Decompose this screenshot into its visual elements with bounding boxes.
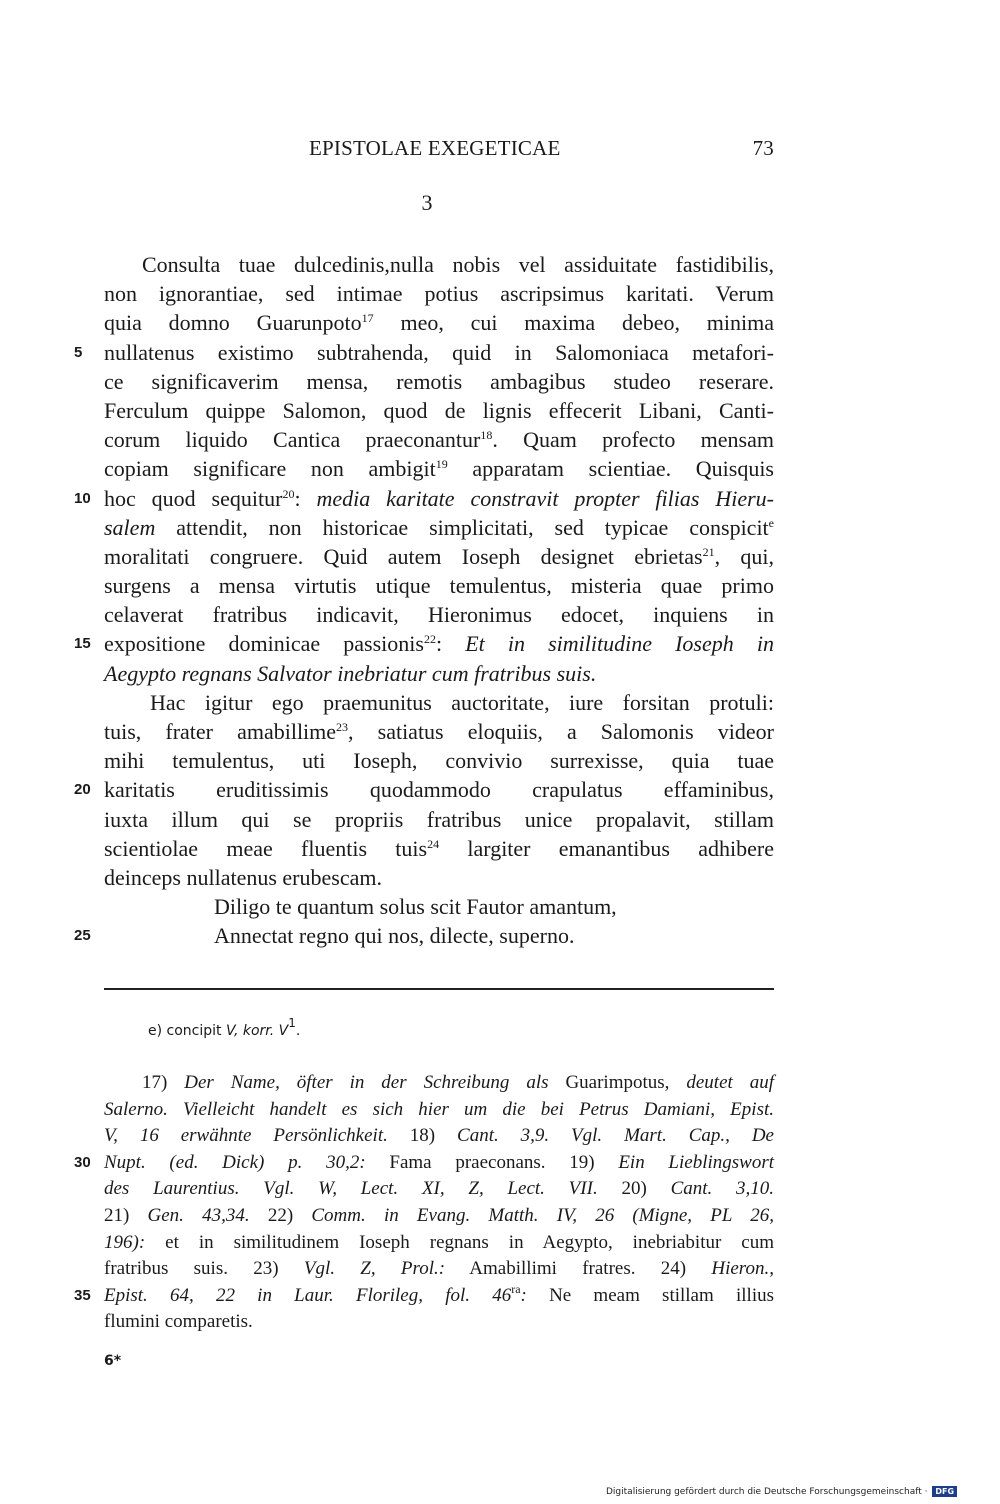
text-run: fratribus suis. 23)	[104, 1258, 304, 1280]
line-number: 5	[74, 343, 83, 361]
text-run: deinceps nullatenus erubescam.	[104, 864, 382, 890]
footnote-line	[104, 1070, 774, 1097]
footnote-marker: 23	[336, 720, 349, 734]
text-line	[104, 892, 774, 921]
text-run: 17)	[142, 1072, 185, 1093]
italic-text: :	[520, 1284, 527, 1306]
line-number: 15	[74, 635, 91, 653]
line-number: 35	[74, 1286, 91, 1304]
footnote-rule	[104, 988, 774, 990]
text-run: tuis, frater amabillime	[104, 719, 337, 744]
italic-text: Et in similitudine Ioseph in	[465, 631, 774, 657]
text-line	[74, 484, 774, 513]
page-number: 73	[752, 136, 774, 160]
text-run: 20)	[597, 1178, 671, 1200]
digitization-credit	[606, 1486, 996, 1500]
text-run: copiam significare non ambigit	[104, 456, 436, 482]
text-run: nullatenus existimo subtrahenda, quid in Salomoniaca metafori-	[104, 339, 774, 365]
text-line	[74, 629, 774, 658]
text-run: hoc quod sequitur	[104, 485, 283, 511]
text-line	[104, 600, 774, 629]
text-line	[104, 425, 774, 454]
text-line	[104, 279, 774, 308]
text-line	[104, 659, 774, 688]
line-number: 30	[74, 1153, 91, 1171]
line-number: 10	[74, 489, 91, 507]
text-run: . Quam profecto mensam	[492, 427, 774, 453]
text-run: iuxta illum qui se propriis fratribus unice propalavit, stillam	[104, 806, 774, 832]
text-run: , qui,	[714, 543, 774, 569]
line-number: 20	[74, 781, 91, 799]
line-number: 25	[74, 927, 91, 945]
text-line	[104, 454, 774, 483]
text-run: non ignorantiae, sed intimae potius ascripsimus karitati. Verum	[104, 281, 774, 307]
footnote-line	[104, 1123, 774, 1150]
text-run: Consulta tuae dulcedinis,nulla nobis vel assiduitate fastidibilis,	[142, 252, 774, 277]
text-run: Amabillimi fratres. 24)	[445, 1258, 712, 1280]
italic-text: Ein Lieblingswort	[618, 1151, 775, 1173]
italic-text: Comm. in Evang. Matth. IV, 26 (Migne, PL 26,	[311, 1204, 774, 1226]
text-line	[104, 367, 774, 396]
footnote-marker: e	[768, 515, 774, 530]
text-run: expositione dominicae passionis	[104, 631, 424, 657]
letter-number: 3	[421, 190, 433, 215]
text-line	[104, 250, 774, 279]
text-run: Hac igitur ego praemunitus auctoritate, iure forsitan protuli:	[150, 689, 774, 715]
text-run: Diligo te quantum solus scit Fautor amantum,	[214, 894, 617, 920]
text-run: Annectat regno qui nos, dilecte, superno.	[214, 923, 575, 949]
text-line	[104, 542, 774, 571]
text-run: surgens a mensa virtutis utique temulentus, misteria quae primo	[104, 573, 774, 599]
italic-text: Salerno. Vielleicht handelt es sich hier um die bei Petrus Damiani, Epist.	[104, 1098, 774, 1120]
text-run: corum liquido Cantica praeconantur	[104, 427, 481, 453]
footnote-marker: 19	[435, 457, 448, 472]
footnote-marker: 1	[288, 1016, 296, 1030]
text-run: moralitati congruere. Quid autem Ioseph designet ebrietas	[104, 543, 703, 569]
italic-text: salem	[104, 514, 156, 540]
text-line	[104, 834, 774, 863]
italic-text: Gen. 43,34.	[147, 1204, 250, 1226]
footnote-line	[104, 1176, 774, 1203]
text-run: flumini comparetis.	[104, 1311, 253, 1333]
text-run: ce significaverim mensa, remotis ambagibus studeo reserare.	[104, 368, 774, 394]
text-run: meo, cui maxima debeo, minima	[373, 310, 774, 336]
footnote-marker: 21	[702, 544, 715, 559]
text-line	[74, 775, 774, 804]
running-title: EPISTOLAE EXEGETICAE	[309, 136, 561, 160]
footnote-line	[104, 1309, 774, 1336]
italic-text: Nupt. (ed. Dick) p. 30,2:	[104, 1151, 366, 1173]
italic-text: Cant. 3,10.	[670, 1178, 775, 1200]
italic-text: Hieron.,	[711, 1258, 774, 1280]
footnote-line	[74, 1281, 774, 1310]
italic-text: V, korr. V	[225, 1023, 289, 1039]
footnote-marker: 17	[361, 311, 374, 326]
footnote-marker: ra	[511, 1281, 521, 1296]
italic-text: media karitate constravit propter filias Hieru-	[316, 485, 774, 511]
text-run: et in similitudinem Ioseph regnans in Aegypto, inebriabitur cum	[145, 1231, 774, 1253]
text-run: Ferculum quippe Salomon, quod de lignis effecerit Libani, Canti-	[104, 397, 774, 423]
italic-text: Vgl. Z, Prol.:	[303, 1258, 446, 1280]
footnote-marker: 22	[423, 632, 436, 647]
text-line	[104, 805, 774, 834]
text-line	[74, 921, 774, 950]
text-run: :	[294, 485, 317, 511]
body-text	[74, 250, 774, 951]
text-line	[104, 688, 774, 717]
text-line	[104, 513, 774, 542]
footnote-line	[104, 1230, 774, 1257]
footnote-line	[104, 1203, 774, 1230]
text-run: quia domno Guarunpoto	[104, 310, 362, 336]
critical-apparatus-note	[148, 1016, 301, 1039]
text-run: Ne meam stillam illius	[526, 1284, 774, 1306]
text-run: scientiolae meae fluentis tuis	[104, 835, 428, 861]
italic-text: Epist. 64, 22 in Laur. Florileg, fol. 46	[104, 1284, 512, 1306]
text-run: e) concipit	[148, 1023, 226, 1039]
text-run: 22)	[249, 1204, 312, 1226]
text-line	[104, 746, 774, 775]
text-run: attendit, non historicae simplicitati, sed typicae conspicit	[155, 514, 769, 540]
italic-text: deutet auf	[686, 1072, 774, 1093]
text-run: :	[435, 631, 466, 657]
italic-text: V, 16 erwähnte Persönlichkeit.	[104, 1125, 388, 1147]
text-run: apparatam scientiae. Quisquis	[447, 456, 774, 482]
signature-mark: 6*	[104, 1353, 122, 1369]
text-run: celaverat fratribus indicavit, Hieronimus edocet, inquiens in	[104, 602, 774, 628]
italic-text: Aegypto regnans Salvator inebriatur cum fratribus suis.	[104, 660, 597, 686]
footnotes	[74, 1070, 775, 1336]
footnote-marker: 24	[427, 836, 440, 851]
text-run: 21)	[104, 1204, 148, 1226]
text-line	[74, 338, 774, 367]
page-header	[104, 136, 774, 166]
footnote-line	[104, 1256, 774, 1283]
italic-text: des Laurentius. Vgl. W, Lect. XI, Z, Lect. VII.	[104, 1178, 598, 1200]
italic-text: Der Name, öfter in der Schreibung als	[184, 1072, 549, 1093]
text-run: mihi temulentus, uti Ioseph, convivio surrexisse, quia tuae	[104, 748, 774, 774]
dfg-logo: DFG	[932, 1486, 957, 1497]
footnote-marker: 18	[480, 428, 493, 443]
text-line	[104, 308, 774, 337]
text-run: 18)	[387, 1125, 458, 1147]
text-run: , satiatus eloquiis, a Salomonis videor	[348, 719, 774, 744]
italic-text: Cant. 3,9. Vgl. Mart. Cap., De	[457, 1125, 774, 1147]
text-run: Guarimpotus,	[548, 1072, 687, 1093]
text-run: Fama praeconans. 19)	[365, 1151, 619, 1173]
digitization-credit-text: Digitalisierung gefördert durch die Deutsche Forschungsgemeinschaft ·	[606, 1487, 928, 1497]
text-line	[104, 571, 774, 600]
text-run: .	[295, 1023, 301, 1039]
text-line	[104, 396, 774, 425]
footnote-line	[74, 1150, 775, 1177]
footnote-marker: 20	[282, 486, 295, 501]
text-run: karitatis eruditissimis quodammodo crapulatus effaminibus,	[104, 777, 774, 803]
footnote-line	[104, 1097, 774, 1124]
italic-text: 196):	[104, 1231, 146, 1253]
text-run: largiter emanantibus adhibere	[439, 835, 774, 861]
text-line	[104, 717, 774, 746]
text-line	[104, 863, 774, 892]
